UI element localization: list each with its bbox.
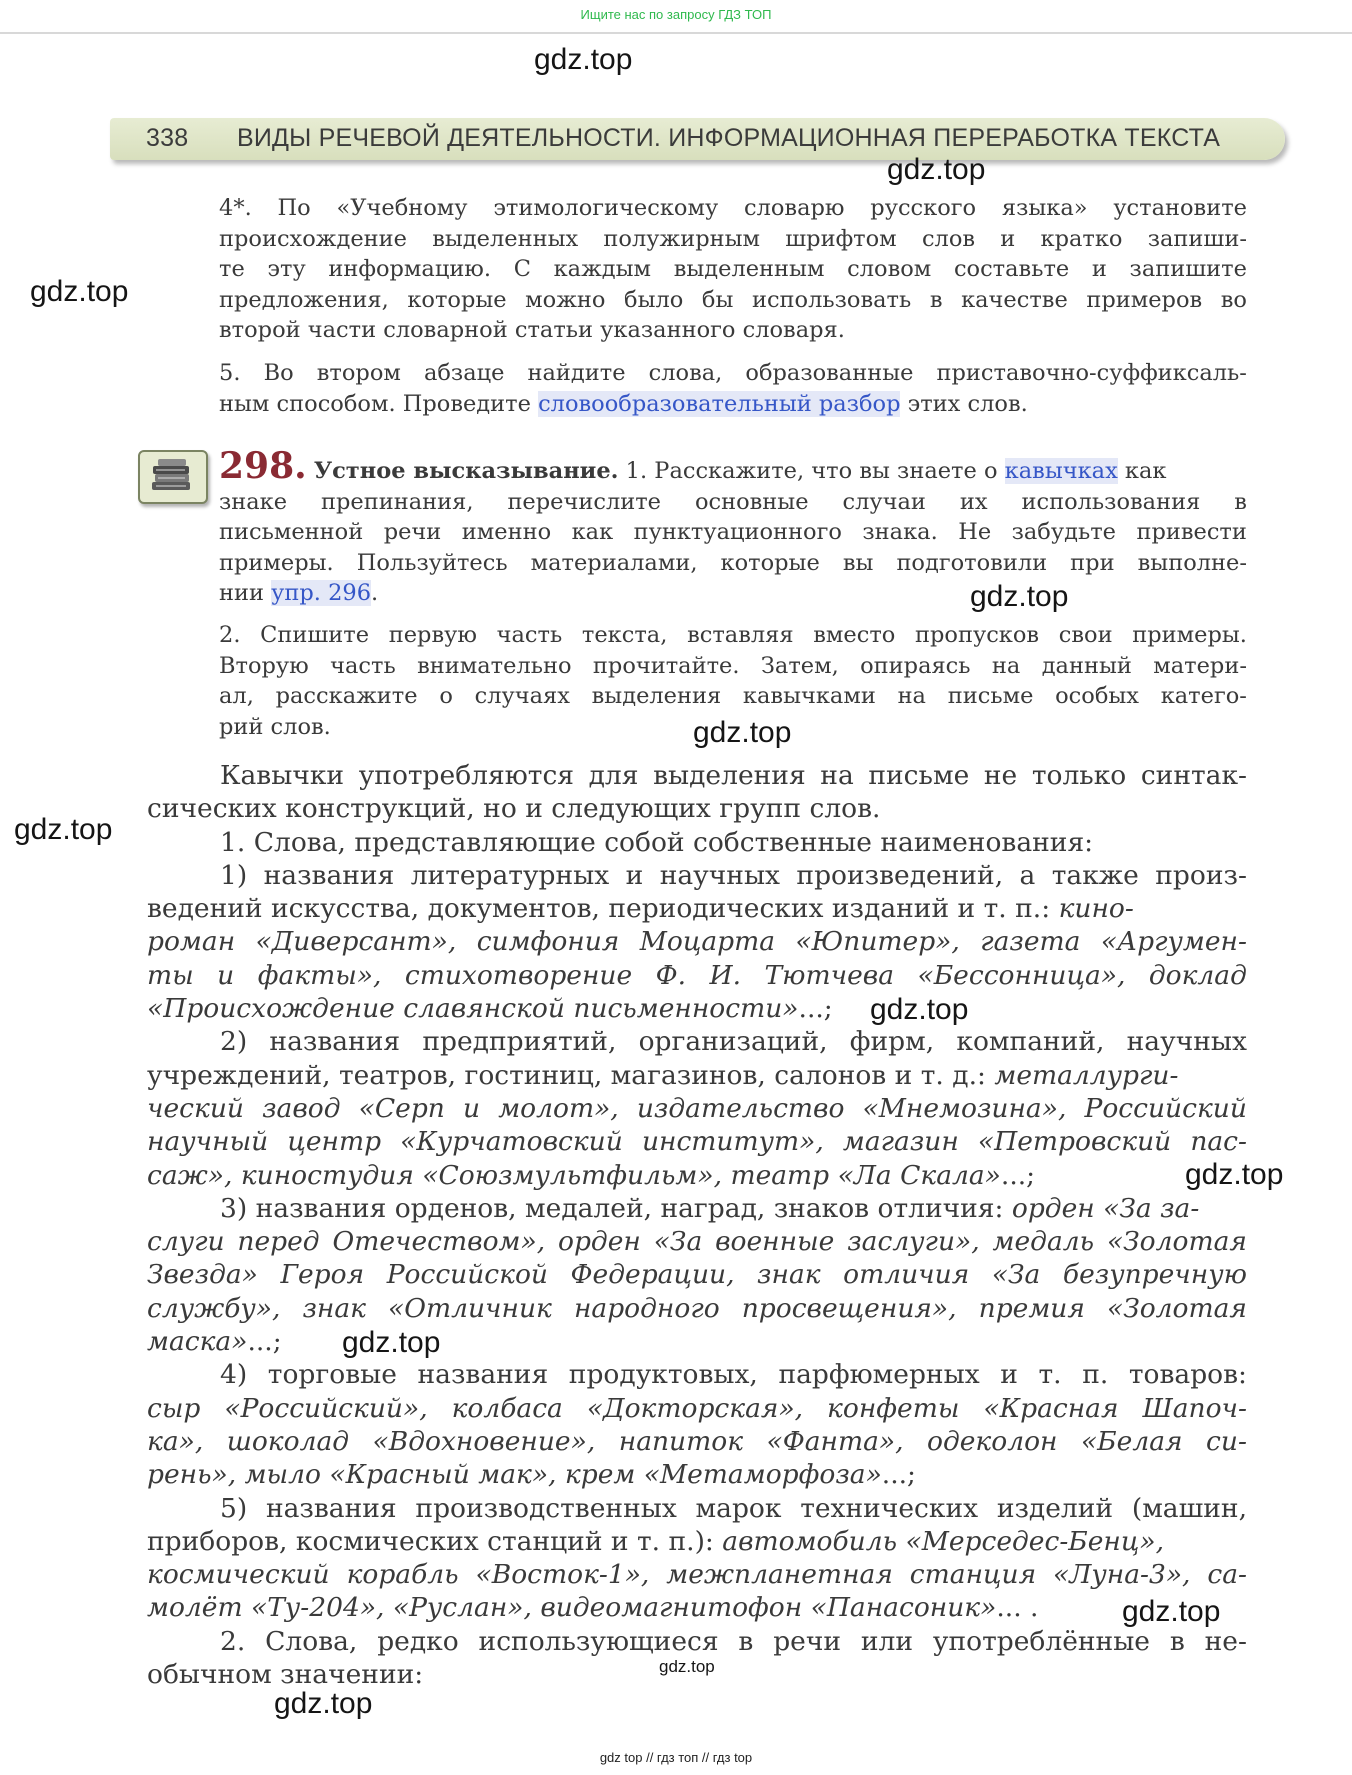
example-line: научный центр «Курчатовский институт», магазин «Петровский пас-: [147, 1126, 1247, 1158]
text-line: 4) торговые названия продуктовых, парфюмерных и т. п. товаров:: [220, 1359, 1247, 1391]
example-line: сыр «Российский», колбаса «Докторская», конфеты «Красная Шапоч-: [147, 1392, 1247, 1424]
text-line: предложения, которые можно было бы использовать в качестве примеров во: [219, 286, 1247, 313]
watermark: gdz.top: [342, 1326, 441, 1359]
watermark: gdz.top: [30, 275, 129, 308]
example-line: рень», мыло «Красный мак», крем «Метаморфоза»...;: [147, 1459, 916, 1491]
text-line: обычном значении:: [147, 1659, 424, 1691]
text-line: учреждений, театров, гостиниц, магазинов, салонов и т. д.: металлурги-: [147, 1059, 1179, 1091]
text-line: 5) названия производственных марок технических изделий (машин,: [220, 1492, 1247, 1524]
text-fragment: нии: [219, 580, 272, 607]
exercise-heading: Устное высказывание.: [313, 458, 619, 484]
text-line: [147, 892, 1247, 925]
watermark: gdz.top: [274, 1687, 373, 1720]
text-line: Кавычки употребляются для выделения на письме не только синтак-: [220, 760, 1247, 791]
example-line: саж», киностудия «Союзмультфильм», театр «Ла Скала»...;: [147, 1159, 1036, 1191]
example-line: службу», знак «Отличник народного просвещения», премия «Золотая: [147, 1292, 1247, 1324]
example-line: ты и факты», стихотворение Ф. И. Тютчева «Бессонница», доклад: [147, 959, 1247, 991]
example-line: ка», шоколад «Вдохновение», напиток «Фанта», одеколон «Белая си-: [147, 1425, 1247, 1457]
example-line: маска»...;: [147, 1326, 282, 1358]
text-line: 3) названия орденов, медалей, наград, знаков отличия: орден «За за-: [220, 1192, 1200, 1224]
text-line: приборов, космических станций и т. п.): автомобиль «Мерседес-Бенц»,: [147, 1525, 1165, 1557]
text-line: второй части словарной статьи указанного словаря.: [219, 317, 845, 344]
main-text: [147, 759, 1247, 1691]
text-fragment: ным способом. Проведите: [219, 390, 539, 417]
text-line: рий слов.: [219, 713, 331, 740]
task-4: [219, 193, 1247, 346]
text-line: письменной речи именно как пунктуационного знака. Не забудьте привести: [219, 519, 1247, 546]
example-text: кино-: [1058, 893, 1134, 925]
banner-text[interactable]: Ищите нас по запросу ГДЗ ТОП: [580, 7, 772, 22]
watermark: gdz.top: [693, 716, 792, 749]
exercise-298: [219, 445, 1247, 609]
text-fragment: ведений искусства, документов, периодических изданий и т. п.:: [147, 893, 1059, 925]
watermark: gdz.top: [1122, 1595, 1221, 1628]
quotes-link[interactable]: кавычках: [1004, 458, 1118, 484]
text-line: [219, 445, 1247, 487]
text-line: знаке препинания, перечислите основные случаи их использования в: [219, 488, 1247, 515]
page-number: 338: [146, 124, 189, 152]
text-line: [219, 578, 1247, 609]
text-fragment: 1. Расскажите, что вы знаете о: [618, 458, 1005, 484]
text-line: сических конструкций, но и следующих групп слов.: [147, 793, 881, 825]
example-line: космический корабль «Восток-1», межпланетная станция «Луна-3», са-: [147, 1559, 1247, 1591]
text-line: 2) названия предприятий, организаций, фирм, компаний, научных: [220, 1026, 1247, 1058]
text-line: ал, расскажите о случаях выделения кавычками на письме особых катего-: [219, 683, 1247, 710]
watermark: gdz.top: [14, 813, 113, 846]
example-line: «Происхождение славянской письменности»...;: [147, 993, 833, 1025]
top-banner: [0, 0, 1352, 34]
page-header: [110, 118, 1285, 160]
exercise-296-link[interactable]: упр. 296: [271, 580, 372, 607]
text-line: 1) названия литературных и научных произведений, а также произ-: [220, 859, 1247, 891]
text-line: происхождение выделенных полужирным шрифтом слов и кратко запиши-: [219, 225, 1247, 252]
example-line: роман «Диверсант», симфония Моцарта «Юпитер», газета «Аргумен-: [147, 926, 1247, 958]
text-line: [219, 389, 1247, 420]
text-fragment: этих слов.: [900, 390, 1028, 417]
text-line: 4*. По «Учебному этимологическому словарю русского языка» установите: [219, 195, 1247, 221]
task-5: [219, 358, 1247, 419]
text-line: те эту информацию. С каждым выделенным словом составьте и запишите: [219, 256, 1247, 283]
text-line: 2. Спишите первую часть текста, вставляя вместо пропусков свои примеры.: [219, 622, 1247, 648]
text-line: примеры. Пользуйтесь материалами, которые вы подготовили при выполне-: [219, 549, 1247, 576]
books-icon: [138, 450, 208, 504]
text-fragment: .: [371, 580, 379, 607]
example-line: Звезда» Героя Российской Федерации, знак отличия «За безупречную: [147, 1259, 1247, 1291]
footer-links[interactable]: gdz top // гдз топ // гдз top: [599, 1750, 753, 1765]
text-line: Вторую часть внимательно прочитайте. Затем, опираясь на данный матери-: [219, 652, 1247, 679]
text-line: 2. Слова, редко использующиеся в речи или употреблённые в не-: [220, 1625, 1247, 1657]
page-title: ВИДЫ РЕЧЕВОЙ ДЕЯТЕЛЬНОСТИ. ИНФОРМАЦИОННАЯ ПЕРЕРАБОТКА ТЕКСТА: [237, 124, 1221, 152]
watermark: gdz.top: [970, 580, 1069, 613]
watermark: gdz.top: [887, 153, 986, 186]
watermark: gdz.top: [659, 1657, 715, 1676]
example-line: слуги перед Отечеством», орден «За военные заслуги», медаль «Золотая: [147, 1226, 1247, 1258]
watermark: gdz.top: [870, 993, 969, 1026]
text-fragment: как: [1117, 458, 1167, 484]
watermark: gdz.top: [1185, 1158, 1284, 1191]
exercise-number: 298.: [219, 445, 307, 487]
word-formation-link[interactable]: словообразовательный разбор: [538, 390, 901, 417]
text-line: 1. Слова, представляющие собой собственные наименования:: [220, 826, 1094, 858]
watermark: gdz.top: [534, 43, 633, 76]
text-line: 5. Во втором абзаце найдите слова, образованные приставочно-суффиксаль-: [219, 360, 1247, 386]
example-line: ческий завод «Серп и молот», издательство «Мнемозина», Российский: [147, 1092, 1247, 1124]
example-line: молёт «Ту-204», «Руслан», видеомагнитофон «Панасоник»... .: [147, 1592, 1039, 1624]
